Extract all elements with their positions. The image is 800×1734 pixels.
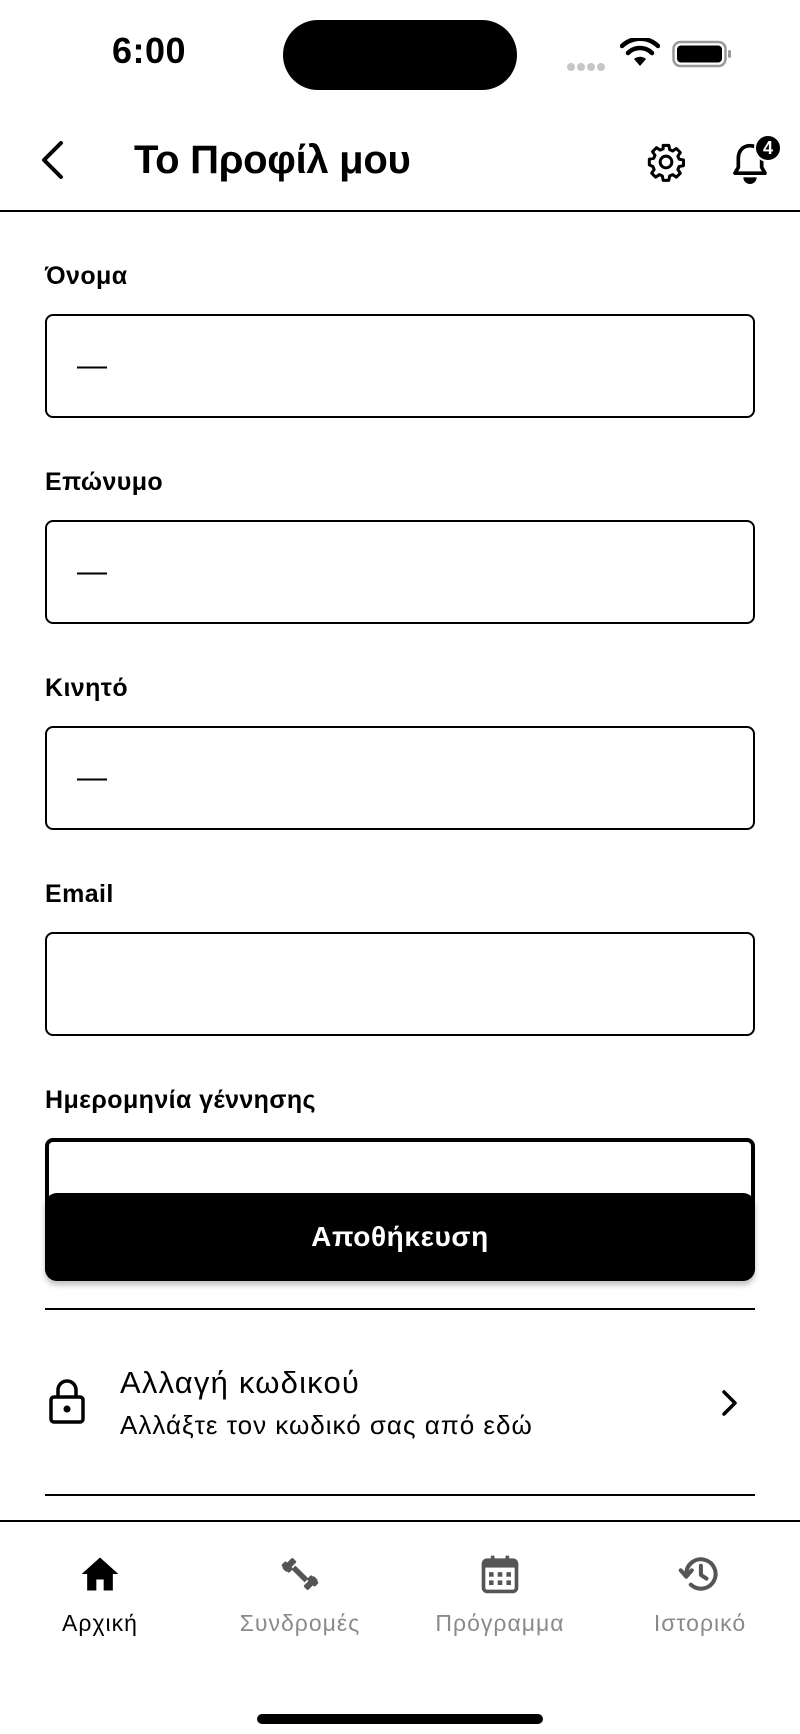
last-name-input[interactable] [45,520,755,624]
email-label: Email [45,880,114,908]
tab-schedule[interactable] [400,1552,600,1662]
profile-form [45,212,755,1242]
change-password-subtitle: Αλλάξτε τον κωδικό σας από εδώ [120,1410,533,1440]
header [0,108,800,212]
status-bar [0,0,800,108]
tab-schedule-label: Πρόγραμμα [435,1610,565,1636]
cellular-signal-icon [567,58,609,66]
dynamic-island [283,20,517,90]
save-button[interactable]: Αποθήκευση [45,1193,755,1281]
notification-badge: 4 [754,134,782,162]
tab-home[interactable] [0,1552,200,1662]
settings-button[interactable] [642,138,690,186]
tab-bar [0,1520,800,1734]
birth-date-label: Ημερομηνία γέννησης [45,1086,316,1114]
tab-subscriptions[interactable] [200,1552,400,1662]
email-input[interactable] [45,932,755,1036]
gear-icon [646,142,686,182]
last-name-label: Επώνυμο [45,468,164,496]
dumbbell-icon [278,1552,322,1596]
lock-icon [49,1378,85,1424]
first-name-label: Όνομα [45,262,128,290]
tab-home-label: Αρχική [62,1610,138,1636]
tab-history[interactable] [600,1552,800,1662]
change-password-row[interactable] [45,1310,755,1496]
battery-icon [672,40,732,68]
back-button[interactable] [30,136,74,184]
status-time: 6:00 [112,30,187,71]
tab-subscriptions-label: Συνδρομές [239,1610,361,1636]
first-name-input[interactable] [45,314,755,418]
tab-history-label: Ιστορικό [653,1610,747,1636]
divider [45,1494,755,1496]
calendar-icon [478,1552,522,1596]
notifications-button[interactable] [730,134,782,188]
chevron-right-icon [719,1386,741,1420]
page-title: Το Προφίλ μου [134,138,411,182]
mobile-input[interactable] [45,726,755,830]
home-icon [78,1552,122,1596]
mobile-label: Κινητό [45,674,129,702]
chevron-left-icon [39,140,65,180]
history-icon [678,1552,722,1596]
change-password-title: Αλλαγή κωδικού [120,1365,361,1400]
wifi-icon [620,38,660,68]
home-indicator [257,1714,543,1724]
